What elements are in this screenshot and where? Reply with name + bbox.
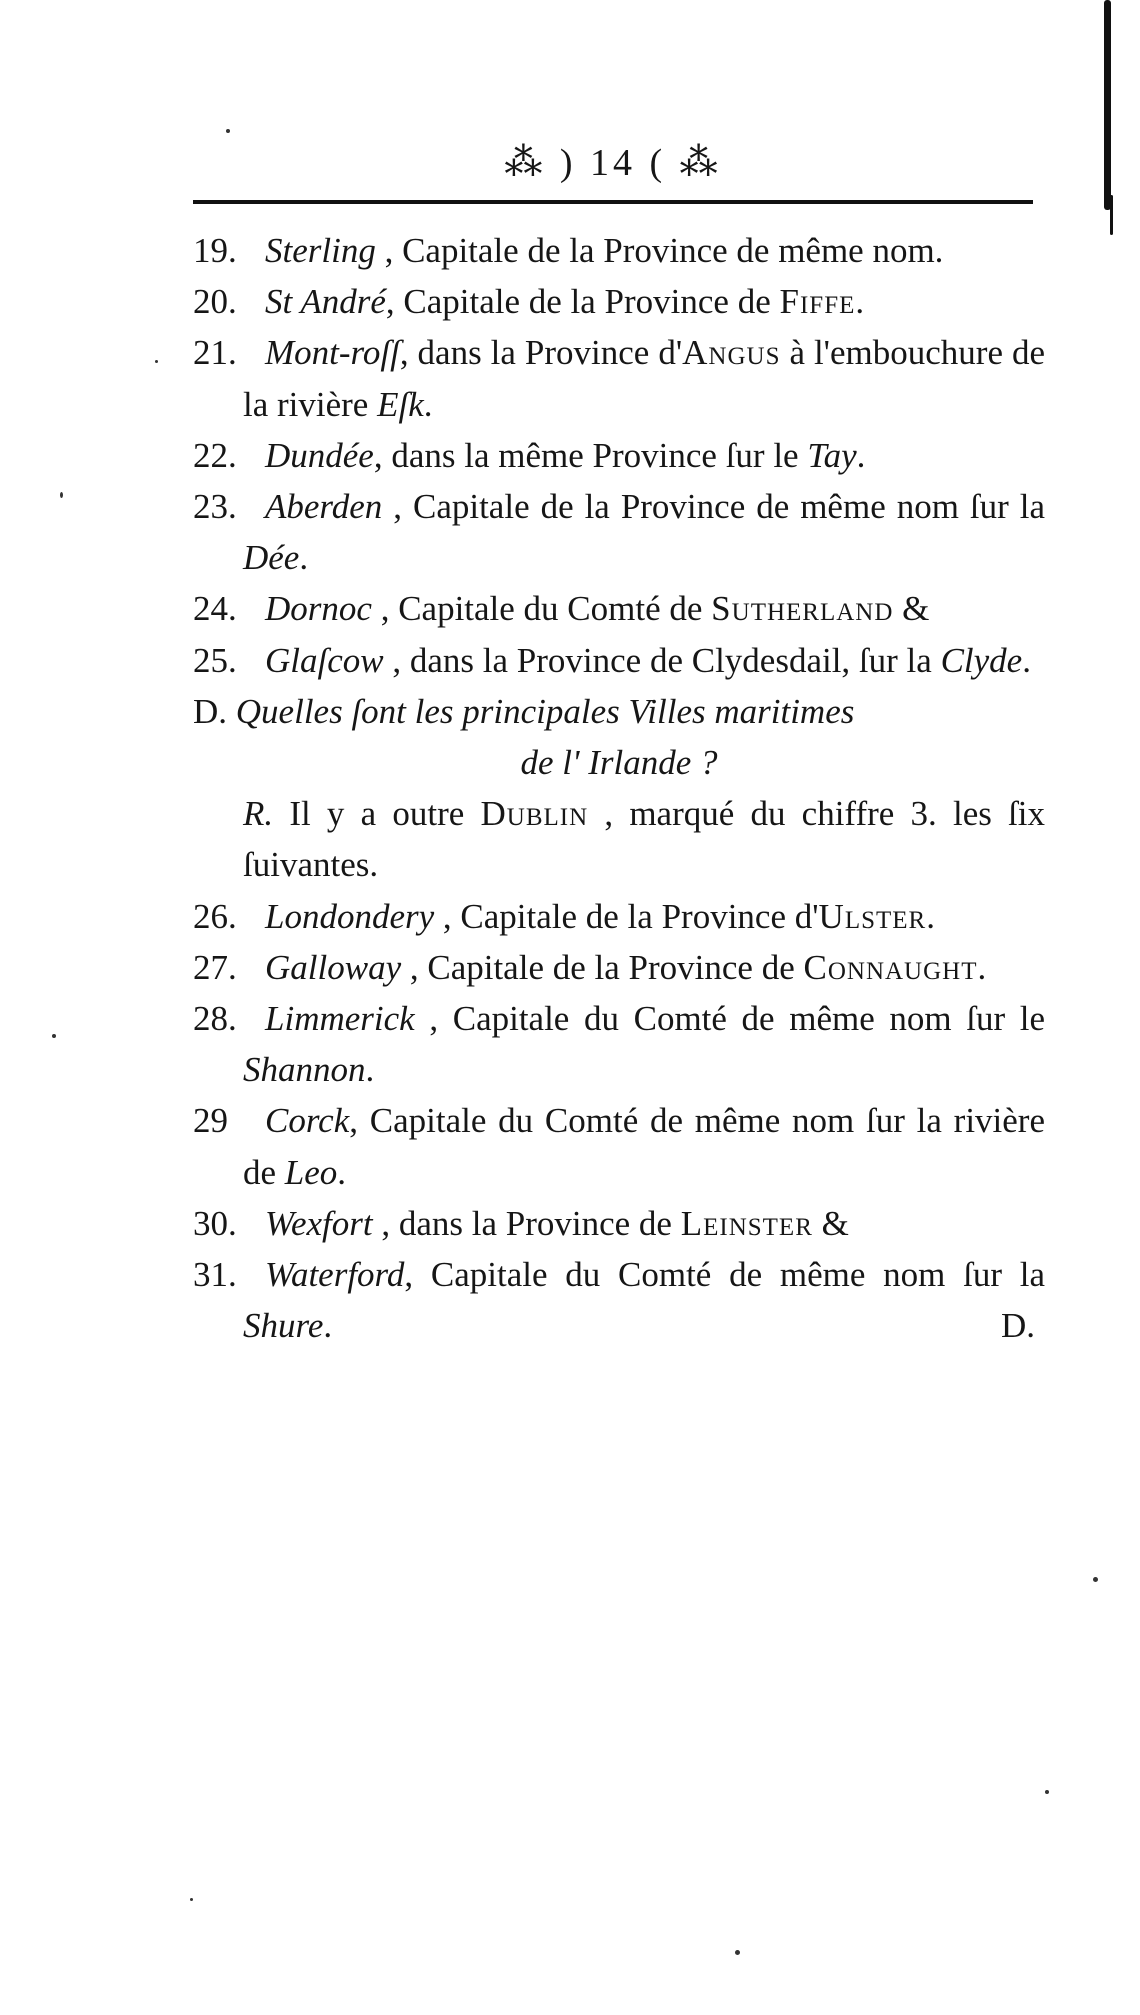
river-name: Dée [243,538,300,578]
province-name: Ulster [818,896,927,936]
city-name: Limmerick [265,999,415,1039]
entry-text: Capitale de la Province de [427,947,804,987]
page-body [193,225,1045,1351]
answer-label: R. [243,794,274,834]
header-rule [193,200,1033,204]
header-paren-left: ) [559,142,577,184]
river-name: Clyde [940,640,1023,680]
entry-number: 25. [193,640,237,680]
scan-speck [735,1950,740,1955]
scan-speck [190,1898,193,1901]
header-ornament-right: ⁂ [679,142,722,184]
list-item [193,1249,1045,1351]
scan-speck [60,492,63,498]
entry-number: 28. [193,999,237,1039]
entry-number: 27. [193,947,237,987]
entry-end: . [856,435,866,475]
separator: , [385,282,404,322]
province-name: Angus [682,333,781,373]
list-item [193,225,1045,276]
entry-text: Capitale du Comté de même nom ſur la rivière de [243,1101,1045,1192]
city-name: Galloway [265,947,402,987]
entry-tail: & [893,589,930,629]
list-item [193,327,1045,429]
separator: , [375,231,403,270]
answer [193,788,1045,890]
entry-number: 31. [193,1255,237,1295]
running-header [193,140,1033,185]
question [193,686,1045,737]
scan-speck [226,129,230,133]
entry-text: Capitale du Comté de [398,589,712,629]
separator: , [399,333,418,373]
catchword: D. [1000,1306,1035,1346]
city-name: Mont-roſſ [265,333,400,373]
entry-text: Capitale de la Province de même nom. [402,231,944,270]
entry-tail: & [812,1203,849,1243]
separator: , [372,1203,399,1243]
entry-text: dans la Province de [398,1203,681,1243]
city-name: Sterling [265,231,376,270]
answer-text-after: , marqué du chiffre 3. les ſix ſuivantes. [243,794,1045,885]
entry-text: Capitale de la Province de [403,282,780,322]
list-item [193,993,1045,1095]
list-item [193,430,1045,481]
entry-number: 23. [193,487,237,527]
river-name: Leo [284,1152,338,1192]
scan-speck [155,360,158,363]
page-edge-shadow-lower [1110,195,1113,235]
city-name: Waterford [265,1255,405,1295]
list-item [193,583,1045,634]
entry-number: 26. [193,896,237,936]
entry-end: . [423,384,433,424]
entry-number: 24. [193,589,237,629]
list-item [193,635,1045,686]
entry-tail: à l'embouchure de la rivière [243,333,1045,424]
entry-number: 19. [193,231,237,270]
separator: , [373,435,392,475]
separator: , [414,999,453,1039]
province-name: Leinster [680,1203,813,1243]
separator: , [371,589,399,629]
list-item [193,1198,1045,1249]
answer-text-before: Il y a outre [273,794,481,834]
capital-name: Dublin [480,794,589,834]
entry-text: Capitale du Comté de même nom ſur le [452,999,1045,1039]
separator: , [349,1101,370,1141]
list-item [193,942,1045,993]
entry-text: dans la même Province ſur le [391,435,808,475]
question-text: Quelles ſont les principales Villes maritimes [235,691,855,731]
page-edge-shadow [1104,0,1111,210]
separator: , [382,487,413,527]
list-item [193,276,1045,327]
river-name: Shannon [243,1050,366,1090]
list-item [193,481,1045,583]
city-name: Dornoc [265,589,372,629]
city-name: St André [265,282,386,322]
question-line-2: de l' Irlande ? [520,743,718,783]
river-name: Tay [807,435,857,475]
entry-tail: . [977,947,987,987]
page-number: 14 [590,142,636,184]
city-name: Londondery [265,896,435,936]
city-name: Corck [265,1101,350,1141]
entry-end: . [1022,640,1031,680]
entry-number: 21. [193,333,237,373]
separator: , [383,640,410,680]
entry-tail: . [855,282,865,322]
entry-text: Capitale de la Province d' [460,896,819,936]
entry-text: dans la Province d' [417,333,683,373]
entry-number: 29 [193,1101,228,1141]
city-name: Dundée [265,435,374,475]
city-name: Aberden [265,487,383,527]
entry-text: Capitale de la Province de même nom ſur la [412,487,1046,527]
scan-speck [52,1034,56,1038]
scan-speck [1093,1577,1098,1582]
city-name: Glaſcow [265,640,384,680]
province-name: Fiffe [779,282,856,322]
separator: , [434,896,461,936]
entry-number: 20. [193,282,237,322]
entry-number: 22. [193,435,237,475]
entry-end: . [299,538,309,578]
entry-end: . [323,1306,333,1346]
entry-end: . [337,1152,347,1192]
list-item [193,1095,1045,1197]
entry-tail: . [926,896,935,936]
river-name: Eſk [377,384,424,424]
question-label: D. [193,691,228,731]
entry-text: dans la Province de Clydesdail, ſur la [409,640,941,680]
river-name: Shure [243,1306,324,1346]
header-paren-right: ( [649,142,667,184]
list-item [193,891,1045,942]
city-name: Wexfort [265,1203,373,1243]
separator: , [404,1255,431,1295]
header-ornament-left: ⁂ [504,142,547,184]
province-name: Connaught [803,947,978,987]
entry-text: Capitale du Comté de même nom ſur la [430,1255,1045,1295]
separator: , [401,947,428,987]
entry-number: 30. [193,1203,237,1243]
entry-end: . [365,1050,375,1090]
province-name: Sutherland [711,589,894,629]
scan-speck [1045,1790,1049,1794]
